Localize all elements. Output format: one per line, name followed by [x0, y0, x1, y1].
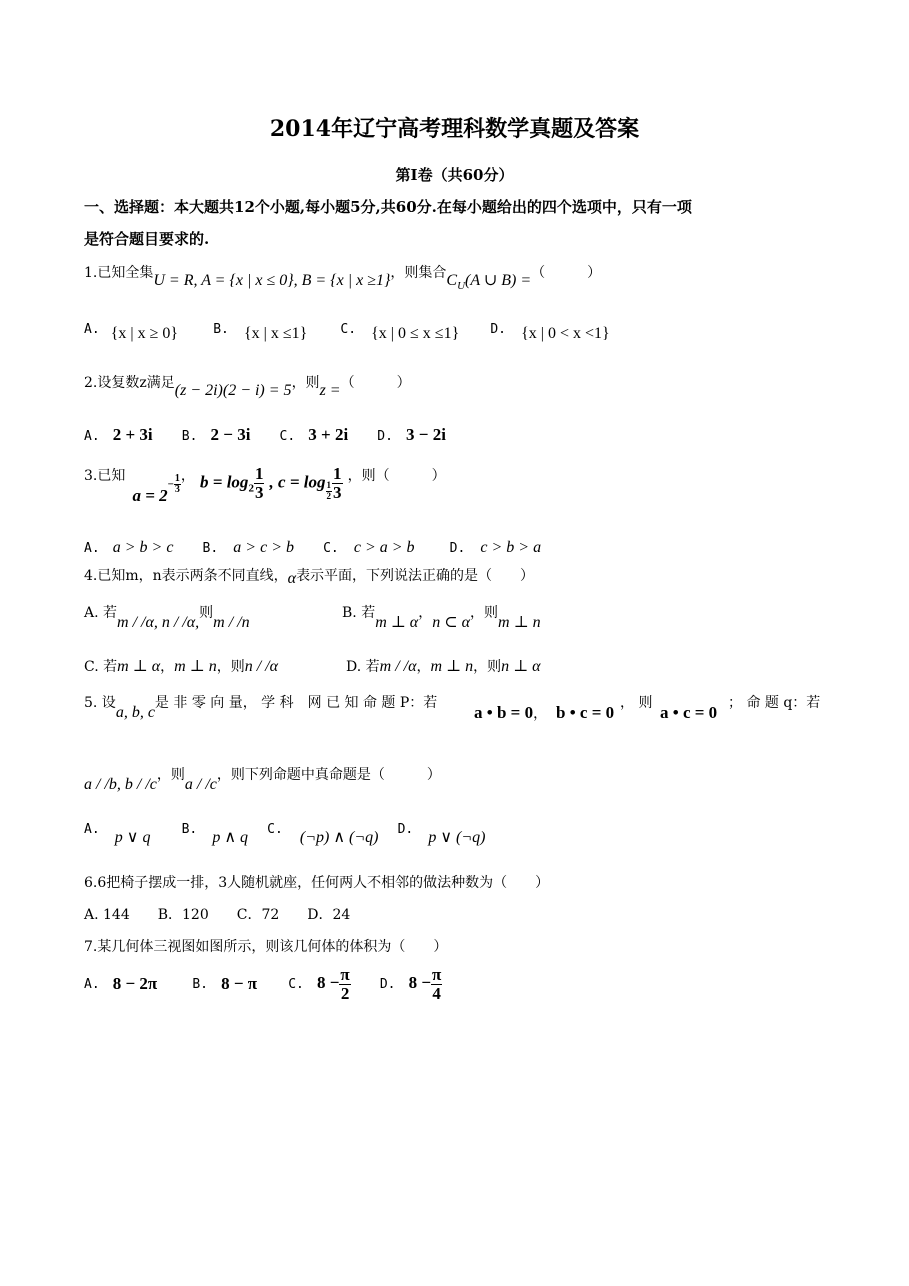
option-c-label: C.	[323, 541, 339, 556]
option-c-text: 3 + 2i	[308, 425, 349, 444]
option-a-text: a > b > c	[112, 539, 174, 556]
option-c-then: ，则	[216, 659, 245, 675]
document-title: 2014年辽宁高考理科数学真题及答案	[269, 116, 640, 142]
question-5-bc: b • c = 0	[556, 703, 615, 722]
option-a-label: A.	[84, 976, 100, 992]
option-b-text: a > c > b	[233, 539, 294, 556]
option-c-text: (¬p) ∧ (¬q)	[299, 829, 379, 846]
option-d-label: D.	[490, 322, 506, 337]
option-d-then: ，则	[473, 659, 502, 675]
option-d-label: D.	[377, 429, 393, 444]
question-3-a: a = 2− $\frac{1}{3}$	[132, 472, 180, 506]
option-c-condition-1: m ⊥ α	[117, 658, 161, 675]
question-2-z: z =	[319, 382, 341, 399]
question-2-paren: （ ）	[340, 375, 411, 391]
option-d-result: n ⊥ α	[501, 658, 541, 675]
option-b-condition-1: m ⊥ α	[375, 614, 419, 631]
option-a-text: 8 − 2π	[112, 974, 158, 994]
question-5-line-2	[84, 764, 441, 793]
question-1-complement: $C_U(A$ ∪ B) =	[446, 272, 532, 293]
question-3-b: $b = \log_2$ $\frac{1}{3}$	[200, 464, 264, 502]
question-5-text-1: 是 非 零 向 量， 学 科 网 已 知 命 题 P：若	[154, 695, 438, 711]
question-3-paren: ，则（ ）	[347, 468, 446, 484]
question-5-vars: a, b, c	[115, 704, 155, 721]
question-7-options	[84, 966, 442, 1003]
option-a-label: A.	[84, 429, 100, 444]
option-d-condition-1: m / /α	[379, 658, 417, 675]
option-c-condition-2: m ⊥ n	[174, 658, 217, 675]
question-2-mid: ，则	[291, 375, 320, 391]
question-5-expr-3	[660, 703, 717, 723]
option-b-label: B.	[192, 976, 209, 992]
option-b-label: B.	[181, 822, 198, 837]
option-b-text: 2 − 3i	[210, 425, 251, 444]
question-1-expression: U = R, A = {x | x ≤ 0}, B = {x | x ≥1}	[153, 272, 391, 289]
question-5-options	[84, 818, 486, 846]
option-b-label: B.	[202, 541, 219, 556]
option-d-text: {x | 0 < x <1}	[521, 325, 610, 342]
option-b-condition-2: n ⊂ α	[432, 614, 471, 631]
option-c-result: n / /α	[244, 658, 279, 675]
question-5-expr-2	[556, 703, 614, 723]
section-title: 第Ⅰ卷（共60分）	[395, 166, 514, 184]
option-a-result: m / /n	[213, 614, 250, 631]
option-b-text: p ∧ q	[212, 829, 249, 846]
question-5-parallel: a / /b, b / /c	[84, 776, 157, 793]
option-a-text: 2 + 3i	[112, 425, 153, 444]
question-4-prefix: 4.已知m，n表示两条不同直线，	[84, 568, 288, 584]
question-1-mid: ，则集合	[390, 265, 447, 281]
option-a-label: A. 若	[84, 605, 118, 621]
option-b-text: 8 − π	[221, 974, 258, 994]
option-c-text: c > a > b	[353, 539, 415, 556]
option-d-text: 3 − 2i	[406, 425, 446, 444]
option-d-condition-2: m ⊥ n	[430, 658, 474, 675]
option-a-text: p ∨ q	[114, 829, 151, 846]
question-3-options	[84, 537, 541, 557]
option-b-label: B. 若	[342, 605, 376, 621]
question-3-c: , c = log $\frac{1}{2}$ $\frac{1}{3}$	[269, 464, 342, 502]
option-c-comma: ，	[160, 659, 175, 675]
option-b-label: B.	[181, 429, 198, 444]
instructions-line-2: 是符合题目要求的.	[84, 230, 210, 248]
option-b-comma: ，	[418, 605, 433, 621]
option-b-then: ，则	[470, 605, 499, 621]
question-6-options: A. 144 B．120 C．72 D．24	[84, 907, 351, 923]
option-d-text: p ∨ (¬q)	[428, 829, 486, 846]
option-b-text: {x | x ≤1}	[243, 325, 308, 342]
option-d-text: c > b > a	[480, 539, 542, 556]
question-5-text-3: ，则下列命题中真命题是（ ）	[216, 767, 441, 783]
question-5-ac: a • c = 0	[660, 703, 718, 722]
option-c-label: C. 若	[84, 659, 118, 675]
option-a-then: 则	[199, 605, 214, 621]
question-1-paren: （ ）	[531, 265, 602, 281]
option-c-label: C.	[267, 822, 283, 837]
question-3	[84, 465, 446, 525]
question-5	[84, 692, 438, 721]
option-d-label: D.	[449, 541, 466, 556]
question-6: 6.6把椅子摆成一排，3人随机就座，任何两人不相邻的做法种数为（ ）	[84, 875, 550, 891]
instructions-line-1: 一、选择题：本大题共12个小题,每小题5分,共60分.在每小题给出的四个选项中，只有一项	[84, 198, 692, 216]
option-c-text: 8 − $\frac{\pi}{2}$	[316, 965, 350, 1003]
question-4-option-c	[84, 656, 278, 676]
question-5-comma: ，	[533, 706, 548, 722]
question-5-ab: a • b = 0	[474, 703, 534, 722]
question-5-prefix: 5. 设	[84, 695, 116, 711]
question-4	[84, 565, 534, 585]
option-a-label: A.	[84, 322, 100, 337]
question-3-prefix: 3.已知	[84, 468, 126, 484]
question-4-alpha: α	[287, 570, 297, 587]
question-7: 7.某几何体三视图如图所示，则该几何体的体积为（ ）	[84, 939, 448, 955]
option-c-label: C.	[340, 322, 357, 337]
option-b-label: B.	[213, 322, 229, 337]
question-4-suffix: 表示平面，下列说法正确的是（ ）	[296, 568, 535, 584]
question-4-option-b	[342, 602, 541, 631]
option-a-label: A.	[84, 822, 100, 837]
question-5-expr-1	[474, 703, 547, 723]
option-d-text: 8 − $\frac{\pi}{4}$	[408, 965, 442, 1003]
option-c-text: {x | 0 ≤ x ≤1}	[371, 325, 460, 342]
question-4-option-a	[84, 602, 250, 631]
option-d-label: D.	[379, 976, 396, 992]
question-5-result: a / /c	[184, 776, 217, 793]
question-2-options	[84, 425, 446, 445]
question-5-then-2: ，则	[156, 767, 185, 783]
option-a-condition: m / /α, n / /α,	[117, 614, 200, 631]
option-a-label: A.	[84, 541, 100, 556]
option-c-label: C.	[279, 429, 296, 444]
question-2-prefix: 2.设复数z满足	[84, 375, 175, 391]
option-d-label: D. 若	[346, 659, 380, 675]
question-1-prefix: 1.已知全集	[84, 265, 154, 281]
option-a-text: {x | x ≥ 0}	[110, 325, 179, 342]
question-5-text-2: ； 命 题 q：若	[728, 695, 821, 711]
question-2	[84, 372, 411, 399]
question-4-option-d	[346, 656, 541, 676]
question-2-expression: (z − 2i)(2 − i) = 5	[174, 382, 292, 399]
question-1-options	[84, 318, 610, 342]
question-3-comma: ，	[180, 468, 195, 484]
question-1	[84, 262, 602, 293]
option-d-comma: ，	[416, 659, 431, 675]
option-b-result: m ⊥ n	[498, 614, 541, 631]
question-5-then: ， 则	[620, 695, 653, 711]
option-d-label: D.	[397, 822, 414, 837]
option-c-label: C.	[288, 976, 304, 992]
